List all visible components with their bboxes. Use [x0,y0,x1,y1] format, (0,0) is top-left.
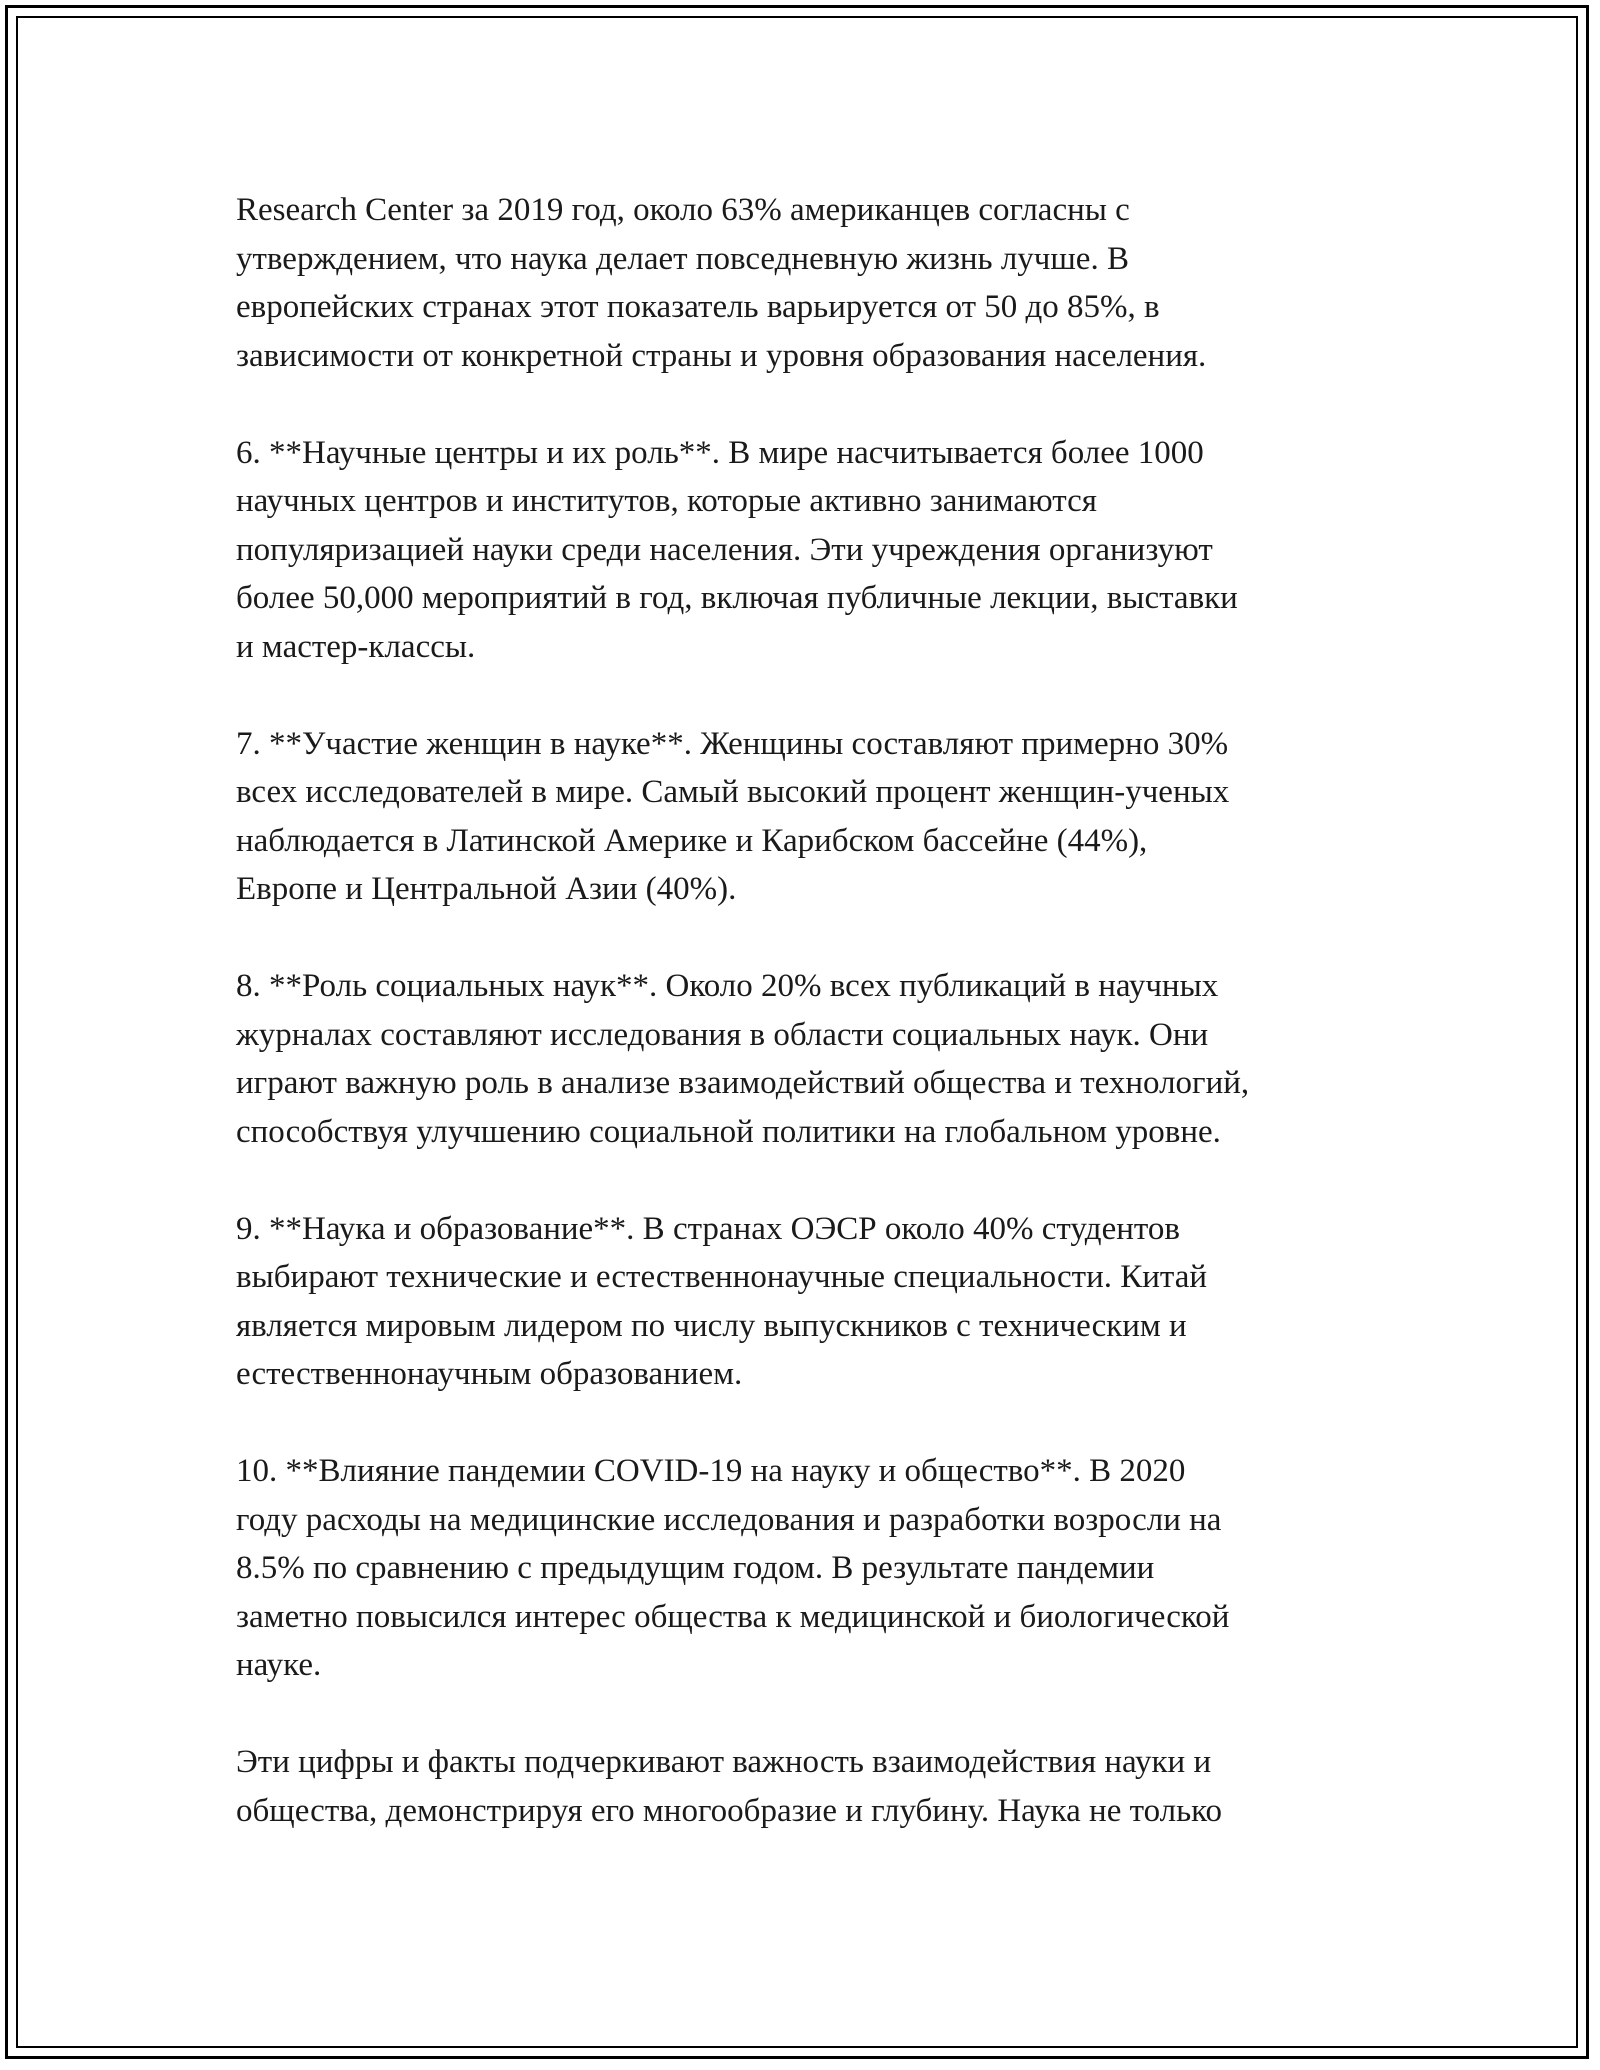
text-line: зависимости от конкретной страны и уровня образования населения. [236,337,1207,374]
paragraph-item-9 [236,1205,1376,1399]
text-line: популяризацией науки среди населения. Эти учреждения организуют [236,531,1213,568]
text-line: европейских странах этот показатель варьируется от 50 до 85%, в [236,289,1160,325]
text-line: 8. **Роль социальных наук**. Около 20% всех публикаций в научных [236,968,1219,1004]
text-line: всех исследователей в мире. Самый высокий процент женщин-ученых [236,774,1230,810]
text-line: 9. **Наука и образование**. В странах ОЭСР около 40% студентов [236,1210,1180,1247]
text-line: научных центров и институтов, которые активно занимаются [236,483,1097,519]
text-line: 7. **Участие женщин в науке**. Женщины составляют примерно 30% [236,725,1229,762]
text-line: 6. **Научные центры и их роль**. В мире насчитывается более 1000 [236,434,1204,471]
text-line: более 50,000 мероприятий в год, включая публичные лекции, выставки [236,580,1238,616]
text-line: утверждением, что наука делает повседневную жизнь лучше. В [236,240,1129,277]
text-line: играют важную роль в анализе взаимодействий общества и технологий, [236,1065,1250,1101]
text-line: 10. **Влияние пандемии COVID-19 на науку и общество**. В 2020 [236,1453,1186,1489]
text-line: Европе и Центральной Азии (40%). [236,871,737,907]
paragraph-item-10 [236,1447,1376,1690]
text-line: и мастер-классы. [236,628,476,665]
text-line: науке. [236,1647,322,1683]
text-line: Research Center за 2019 год, около 63% американцев согласны с [236,192,1130,228]
paragraph-item-7 [236,720,1376,914]
text-line: наблюдается в Латинской Америке и Карибском бассейне (44%), [236,822,1148,859]
text-line: 8.5% по сравнению с предыдущим годом. В результате пандемии [236,1550,1155,1586]
text-line: естественнонаучным образованием. [236,1356,743,1392]
document-body [236,186,1376,1884]
paragraph-item-6 [236,429,1376,672]
paragraph-item-8 [236,962,1376,1156]
text-line: общества, демонстрируя его многообразие и глубину. Наука не только [236,1792,1223,1829]
paragraph-intro-continued [236,186,1376,380]
text-line: Эти цифры и факты подчеркивают важность взаимодействия науки и [236,1744,1212,1780]
text-line: заметно повысился интерес общества к медицинской и биологической [236,1598,1230,1635]
paragraph-conclusion [236,1738,1376,1835]
text-line: журналах составляют исследования в области социальных наук. Они [236,1016,1209,1053]
text-line: году расходы на медицинские исследования и разработки возросли на [236,1501,1222,1538]
text-line: выбирают технические и естественнонаучные специальности. Китай [236,1259,1208,1295]
text-line: способствуя улучшению социальной политики на глобальном уровне. [236,1113,1221,1150]
text-line: является мировым лидером по числу выпускников с техническим и [236,1307,1187,1344]
